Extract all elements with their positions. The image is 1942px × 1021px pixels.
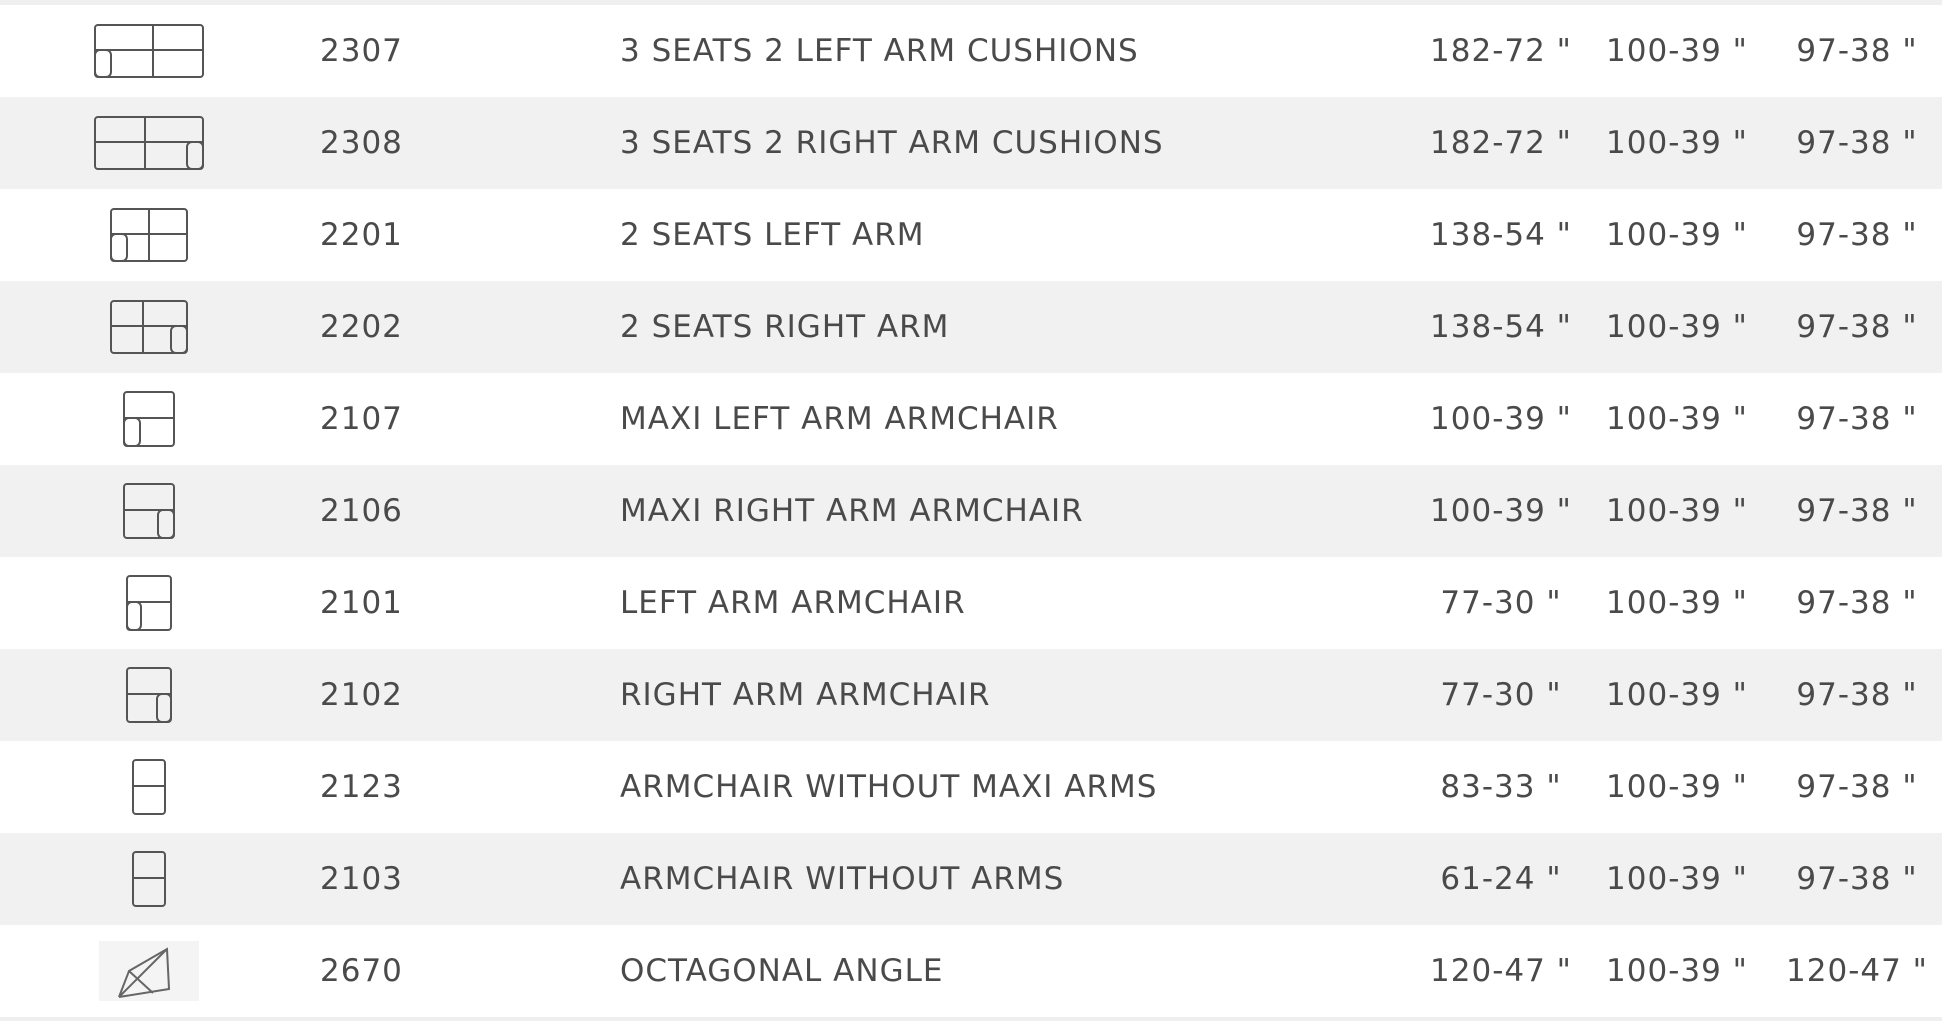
maxi-armchair-right-arm-icon [122, 482, 176, 540]
dimension-width: 138-54 " [1430, 309, 1572, 345]
dimension-height: 97-38 " [1796, 33, 1918, 69]
dimension-depth: 100-39 " [1606, 309, 1748, 345]
dimension-depth: 100-39 " [1606, 217, 1748, 253]
table-row [0, 741, 1942, 833]
product-code: 2103 [320, 861, 403, 897]
product-code: 2102 [320, 677, 403, 713]
dimension-depth: 100-39 " [1606, 769, 1748, 805]
dimension-depth: 100-39 " [1606, 677, 1748, 713]
product-description: 2 SEATS LEFT ARM [620, 217, 925, 253]
table-row [0, 97, 1942, 189]
dimension-height: 97-38 " [1796, 125, 1918, 161]
armchair-right-arm-icon [125, 666, 173, 724]
product-code: 2202 [320, 309, 403, 345]
product-description: 3 SEATS 2 RIGHT ARM CUSHIONS [620, 125, 1164, 161]
table-row [0, 5, 1942, 97]
product-description: 2 SEATS RIGHT ARM [620, 309, 950, 345]
product-description: LEFT ARM ARMCHAIR [620, 585, 966, 621]
table-row [0, 189, 1942, 281]
armchair-no-arms-icon [131, 850, 167, 908]
dimension-depth: 100-39 " [1606, 953, 1748, 989]
octagonal-angle-icon [99, 941, 199, 1001]
dimension-height: 120-47 " [1786, 953, 1928, 989]
maxi-armchair-left-arm-icon [122, 390, 176, 448]
dimension-height: 97-38 " [1796, 493, 1918, 529]
product-code: 2670 [320, 953, 403, 989]
dimension-depth: 100-39 " [1606, 493, 1748, 529]
dimension-width: 77-30 " [1440, 585, 1562, 621]
dimension-width: 83-33 " [1440, 769, 1562, 805]
dimension-width: 100-39 " [1430, 493, 1572, 529]
sofa-2-seat-left-arm-icon [109, 207, 189, 263]
dimension-width: 61-24 " [1440, 861, 1562, 897]
sofa-3-seat-right-arm-icon [93, 115, 205, 171]
product-description: ARMCHAIR WITHOUT ARMS [620, 861, 1065, 897]
product-description: MAXI LEFT ARM ARMCHAIR [620, 401, 1059, 437]
dimension-height: 97-38 " [1796, 769, 1918, 805]
product-code: 2308 [320, 125, 403, 161]
sofa-3-seat-left-arm-icon [93, 23, 205, 79]
dimension-height: 97-38 " [1796, 677, 1918, 713]
dimension-width: 138-54 " [1430, 217, 1572, 253]
table-row [0, 281, 1942, 373]
dimension-height: 97-38 " [1796, 401, 1918, 437]
dimension-height: 97-38 " [1796, 585, 1918, 621]
table-row [0, 557, 1942, 649]
dimension-height: 97-38 " [1796, 861, 1918, 897]
product-code: 2201 [320, 217, 403, 253]
product-description: ARMCHAIR WITHOUT MAXI ARMS [620, 769, 1158, 805]
table-row [0, 833, 1942, 925]
dimension-depth: 100-39 " [1606, 585, 1748, 621]
product-code: 2101 [320, 585, 403, 621]
dimension-width: 100-39 " [1430, 401, 1572, 437]
table-row [0, 465, 1942, 557]
product-code: 2123 [320, 769, 403, 805]
dimension-depth: 100-39 " [1606, 33, 1748, 69]
armchair-left-arm-icon [125, 574, 173, 632]
product-description: RIGHT ARM ARMCHAIR [620, 677, 991, 713]
dimension-width: 182-72 " [1430, 125, 1572, 161]
dimension-depth: 100-39 " [1606, 861, 1748, 897]
dimension-width: 120-47 " [1430, 953, 1572, 989]
product-code: 2106 [320, 493, 403, 529]
dimension-height: 97-38 " [1796, 217, 1918, 253]
table-bottom-border [0, 1017, 1942, 1021]
sofa-2-seat-right-arm-icon [109, 299, 189, 355]
product-description: 3 SEATS 2 LEFT ARM CUSHIONS [620, 33, 1139, 69]
product-code: 2107 [320, 401, 403, 437]
product-description: OCTAGONAL ANGLE [620, 953, 944, 989]
dimension-height: 97-38 " [1796, 309, 1918, 345]
product-code: 2307 [320, 33, 403, 69]
table-row [0, 373, 1942, 465]
dimension-width: 182-72 " [1430, 33, 1572, 69]
dimension-width: 77-30 " [1440, 677, 1562, 713]
table-row [0, 649, 1942, 741]
armchair-no-maxi-arms-icon [131, 758, 167, 816]
dimension-depth: 100-39 " [1606, 401, 1748, 437]
dimension-depth: 100-39 " [1606, 125, 1748, 161]
table-row [0, 925, 1942, 1017]
product-description: MAXI RIGHT ARM ARMCHAIR [620, 493, 1084, 529]
